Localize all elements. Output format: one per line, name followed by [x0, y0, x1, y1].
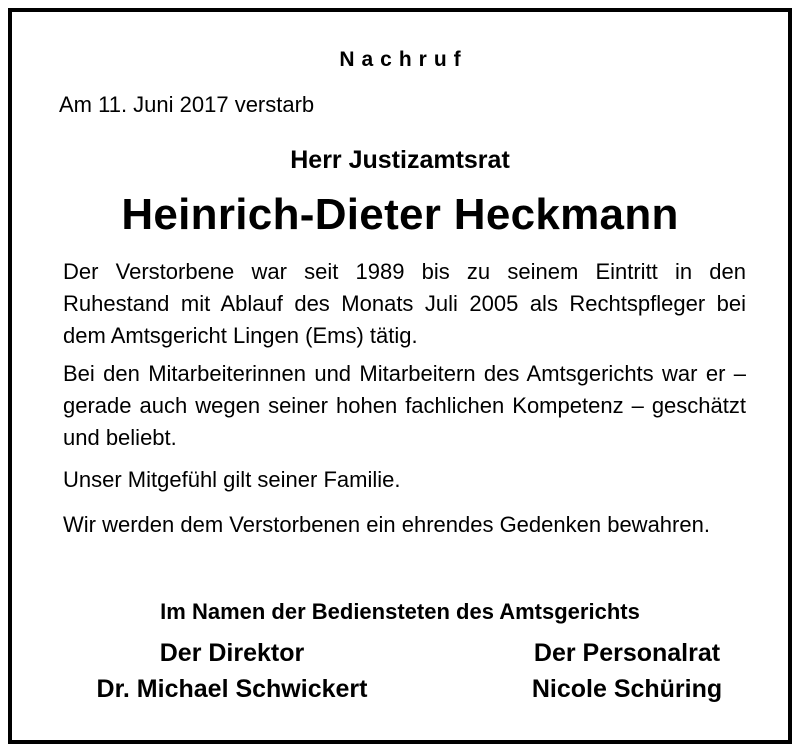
- deceased-title: Herr Justizamtsrat: [290, 146, 510, 174]
- on-behalf-line: Im Namen der Bediensteten des Amtsgerichts: [160, 599, 640, 624]
- career-paragraph: Der Verstorbene war seit 1989 bis zu seinem Eintritt in den Ruhestand mit Ablauf des Monats Juli 2005 als Rechtspfleger bei dem Amtsgericht Lingen (Ems) tätig.: [63, 259, 746, 348]
- remembrance-paragraph: Wir werden dem Verstorbenen ein ehrendes Gedenken bewahren.: [63, 512, 710, 537]
- deceased-name: Heinrich-Dieter Heckmann: [121, 190, 679, 239]
- signatory-director: [62, 635, 402, 707]
- appreciation-paragraph: Bei den Mitarbeiterinnen und Mitarbeitern des Amtsgerichts war er – gerade auch wegen seiner hohen fachlichen Kompetenz – geschätzt und beliebt.: [63, 361, 746, 450]
- signatory-name: Nicole Schüring: [531, 675, 723, 703]
- notice-heading: Nachruf: [339, 48, 468, 71]
- death-date-intro: Am 11. Juni 2017 verstarb: [59, 92, 315, 117]
- signatory-staff-council: [492, 635, 762, 707]
- signatory-name: Dr. Michael Schwickert: [96, 675, 368, 703]
- condolence-paragraph: Unser Mitgefühl gilt seiner Familie.: [63, 467, 401, 492]
- signatory-role: Der Direktor: [159, 639, 305, 667]
- obituary-notice: [8, 8, 792, 744]
- signatory-role: Der Personalrat: [533, 639, 721, 667]
